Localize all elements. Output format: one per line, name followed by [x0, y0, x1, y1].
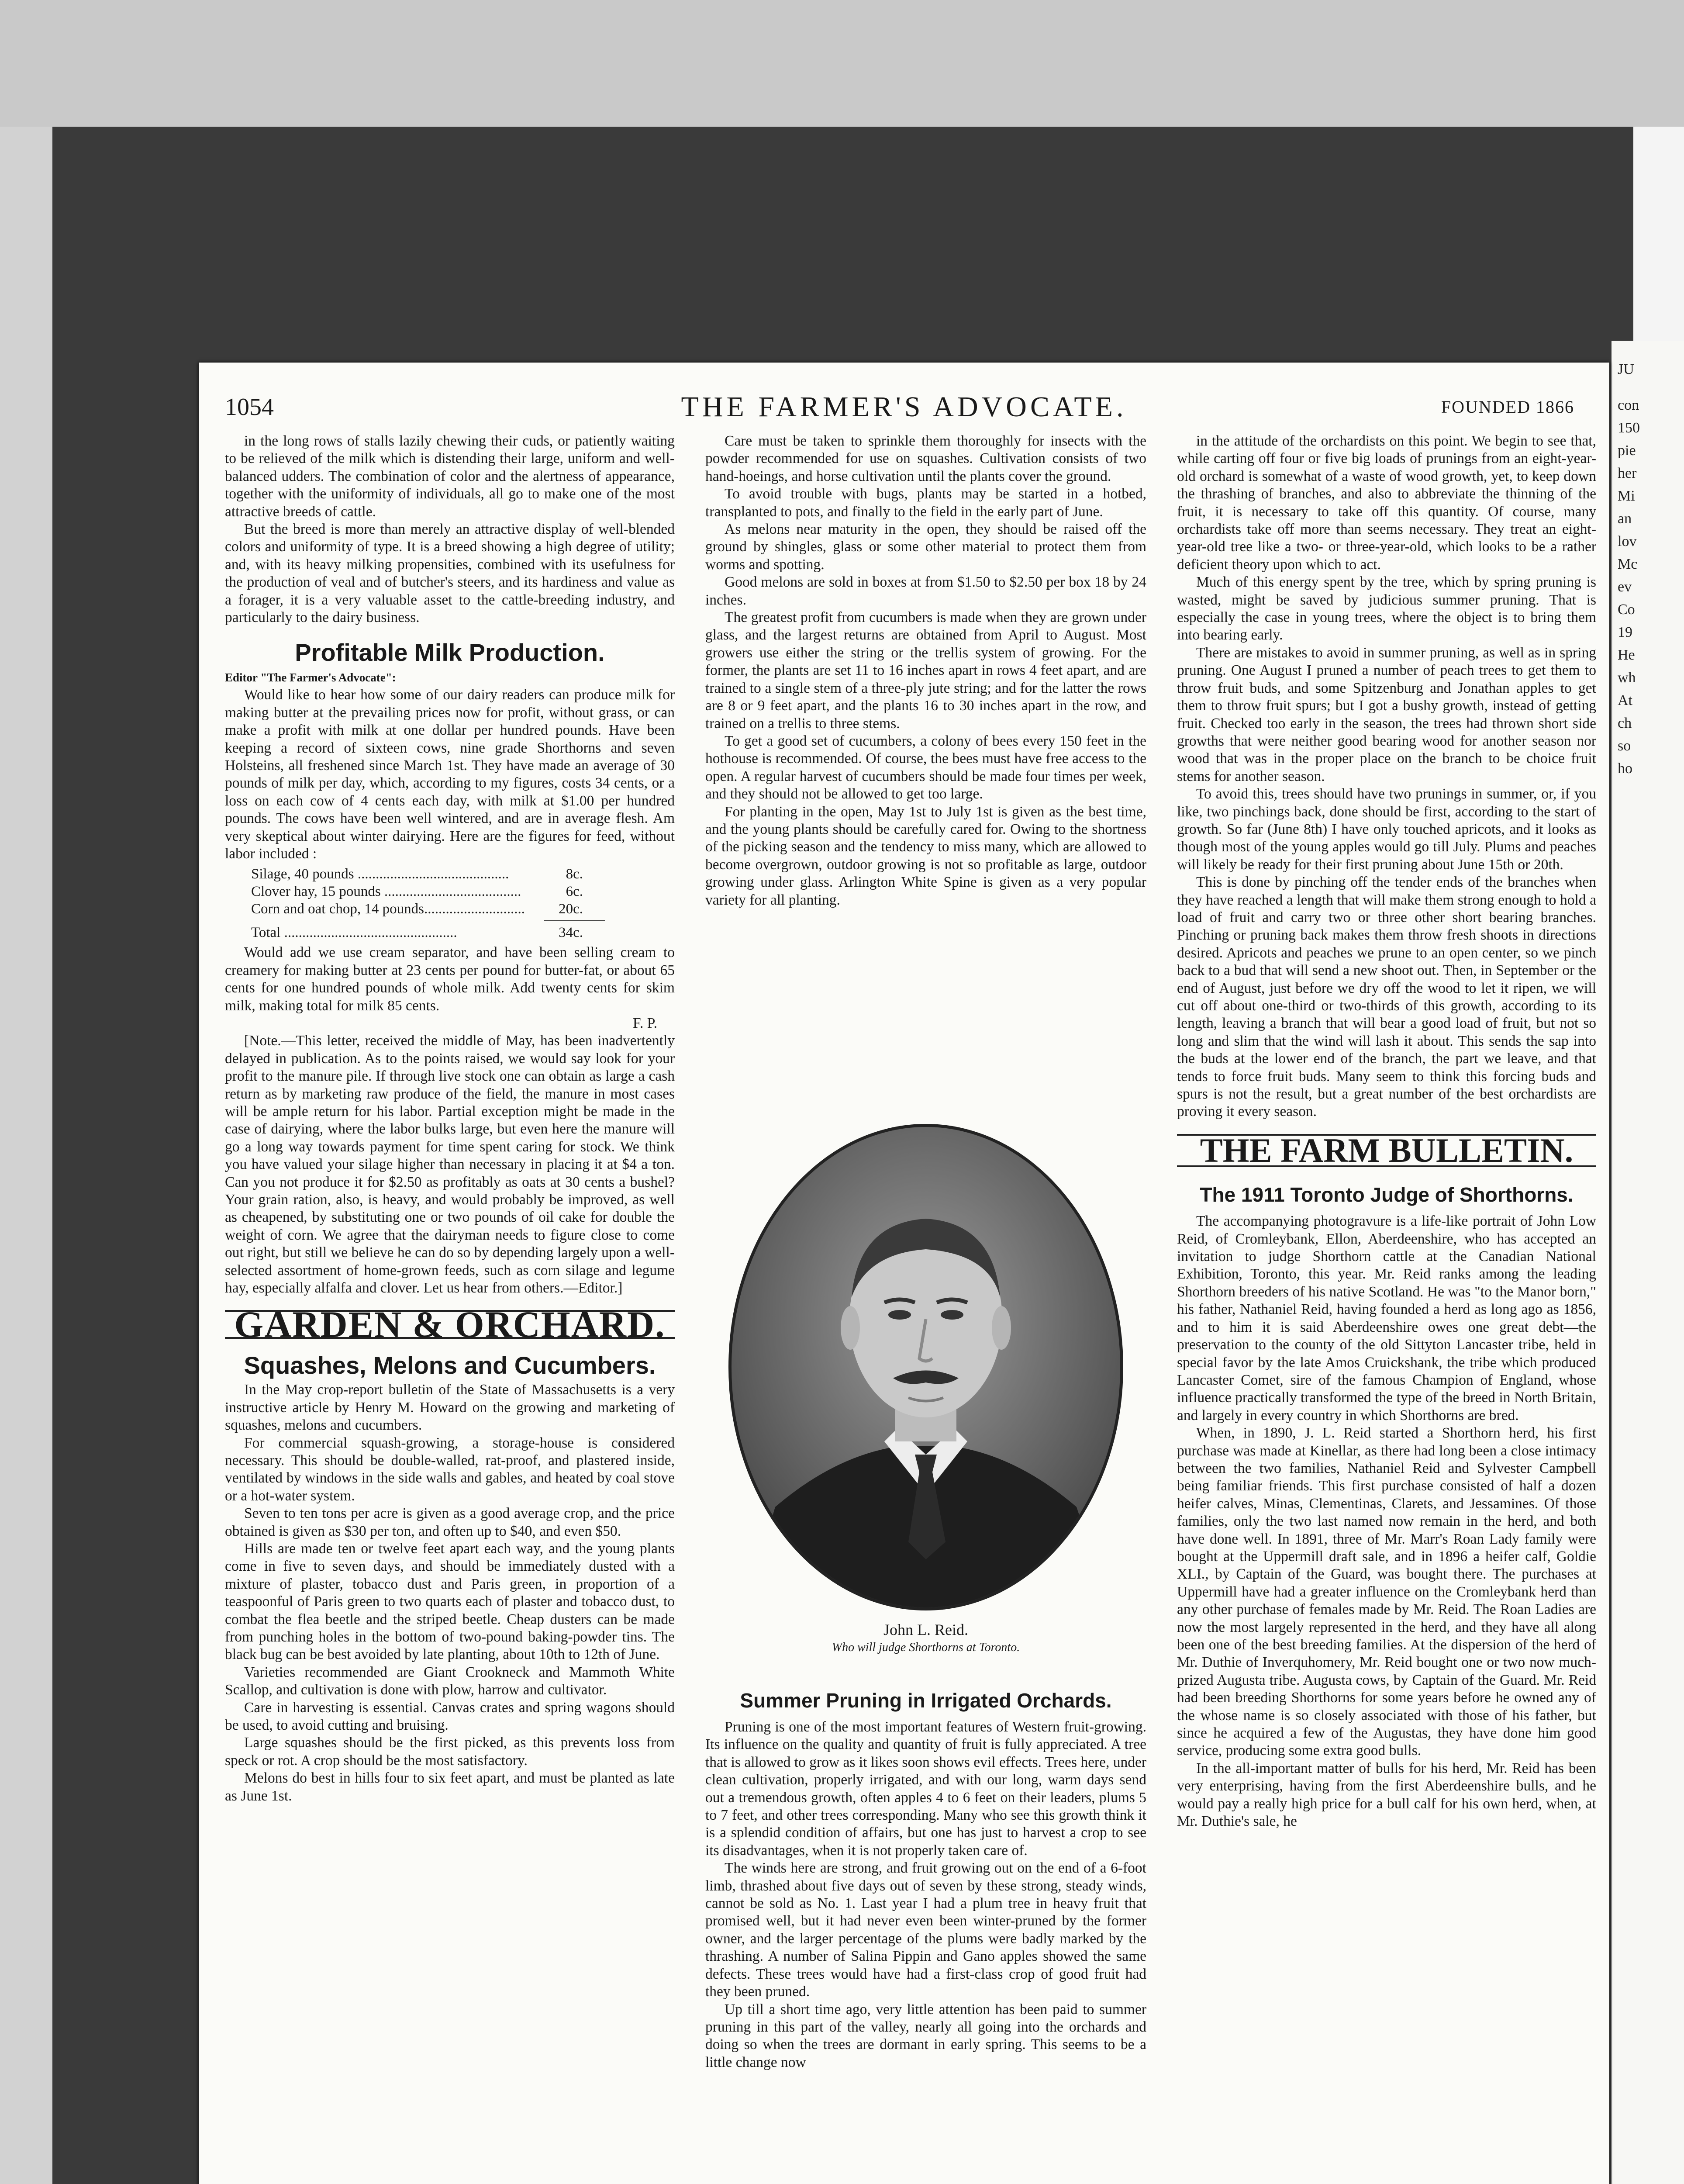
feed-row	[251, 865, 583, 883]
feed-row	[251, 883, 583, 900]
article-paragraph: in the attitude of the orchardists on this point. We begin to see that, while carting off four or five big loads of prunings from an eight-year-old orchard is somewhat of a waste of wood growth, yet, to keep down the thrashing of branches, and also to abbreviate the thinning of the fruit, it is necessary to take off this quantity. Of course, many orchardists take off more than seems necessary. They treat an eight-year-old tree like a two- or three-year-old, which looks to be a rather deficient theory upon which to act.	[1177, 433, 1596, 573]
article-paragraph: This is done by pinching off the tender ends of the branches when they have reached a length that will make them strong enough to hold a load of fruit and carry two or three other short bearing branches. Pinching or pruning back makes them throw fresh shoots in directions desired. Apricots and peaches we prune to an open center, so we pinch back to a bud that will send a new shoot out. Then, in September or the end of August, just before we dry off the wood to let it ripen, we will cut off about one-third or two-thirds of this growth, according to its length, leaving a branch that will bear a good load of fruit, but not so long and slim that the wind will lash it about. This sends the sap into the buds at the lower end of the branch, the part we leave, and that tends to force fruit buds. Many seem to think this forcing buds and spurs is not the result, but a great number of the best orchardists are proving it every season.	[1177, 874, 1596, 1120]
article-paragraph: Varieties recommended are Giant Crookneck and Mammoth White Scallop, and cultivation is done with plow, harrow and cultivator.	[225, 1664, 675, 1698]
feed-total-row	[251, 924, 583, 941]
portrait-figure	[705, 1123, 1146, 1664]
portrait-caption: Who will judge Shorthorns at Toronto.	[832, 1641, 1020, 1654]
column-2	[705, 432, 1146, 909]
adjacent-page-fragment: JU	[1618, 361, 1634, 377]
column-1	[225, 432, 675, 1805]
section-heading: Profitable Milk Production.	[295, 639, 605, 667]
founded-label: FOUNDED 1866	[1441, 397, 1574, 417]
running-head	[225, 393, 1583, 424]
pruning-article	[705, 1718, 1146, 2071]
adjacent-page-fragment: wh	[1618, 670, 1636, 686]
feed-cost-table	[251, 865, 583, 918]
article-paragraph: The accompanying photogravure is a life-like portrait of John Low Reid, of Cromleybank, Ellon, Aberdeenshire, who has accepted an invitation to judge Shorthorn cattle at the Canadian National Exhibition, Toronto, this year. Mr. Reid ranks among the leading Shorthorn breeders of his native Scotland. He was "to the Manor born," his father, Nathaniel Reid, having founded a herd as long ago as 1856, and to him it is said Aberdeenshire owes one great debt—the preservation to the county of the old Sittyton Lancaster tribe, held in special favor by the late Amos Cruickshank, the tribe which produced Lancaster Comet, sire of the famous Champion of England, whose influence practically transformed the type of the breed in North Britain, and largely in every country in which Shorthorns are bred.	[1177, 1213, 1596, 1424]
feed-row	[251, 900, 583, 918]
adjacent-page-fragment: 19	[1618, 624, 1632, 640]
feed-item: Corn and oat chop, 14 pounds............................	[251, 901, 525, 917]
article-paragraph: Hills are made ten or twelve feet apart each way, and the young plants come in five to seven days, and should be immediately dusted with a mixture of plaster, tobacco dust and Paris green, in proportion of a teaspoonful of Paris green to two quarts each of plaster and tobacco dust, to combat the flea beetle and the striped beetle. Cheap dusters can be made from punching holes in the bottom of two-pound baking-powder tins. The black bug can be best avoided by late planting, about 10th to 12th of June.	[225, 1540, 675, 1663]
article-paragraph: There are mistakes to avoid in summer pruning, as well as in spring pruning. One August I pruned a number of peach trees to get them to throw fruit buds, and some Spitzenburg and Jonathan apples to get them to throw fruit spurs; but I got a bushy growth, instead of getting fruit. Checked too early in the season, the trees had thrown short side growths that were neither good bearing wood for another season nor wood that was in the proper place on the branch to be choice fruit stems for another season.	[1177, 644, 1596, 784]
article-paragraph: Up till a short time ago, very little attention has been paid to summer pruning in this part of the valley, nearly all going into the orchards and doing so when the trees are dormant in early spring. This seems to be a little change now	[705, 2001, 1146, 2070]
article-paragraph: in the long rows of stalls lazily chewing their cuds, or patiently waiting to be relieved of the milk which is distending their large, uniform and well-balanced udders. The combination of color and the alertness of appearance, together with the uniformity of individuals, all go to make one of the most attractive breeds of cattle.	[225, 433, 675, 520]
article-paragraph: In the all-important matter of bulls for his herd, Mr. Reid has been very enterprising, having from the first Aberdeenshire bulls, and he would pay a really high price for a bull calf for his own herd, when, at Mr. Duthie's sale, he	[1177, 1760, 1596, 1830]
page-number: 1054	[225, 394, 274, 421]
section-heading: Squashes, Melons and Cucumbers.	[244, 1351, 656, 1379]
squash-article	[225, 1381, 675, 1805]
sum-rule	[544, 920, 605, 921]
article-paragraph: When, in 1890, J. L. Reid started a Shorthorn herd, his first purchase was made at Kinellar, as there had long been a close intimacy between the two families, Nathaniel Reid and Sylvester Campbell being familiar friends. This first purchase consisted of half a dozen heifer calves, Minas, Clementinas, Clarets, and Jessamines. Of those families, only the two last named now remain in the herd, and both have done well. In 1891, three of Mr. Marr's Roan Lady family were bought at the Uppermill draft sale, and in 1896 a heifer calf, Goldie XLI., by Captain of the Guard, was bought there. The purchases at Uppermill have had a greater influence on the Cromleybank herd than any other purchase of females made by Mr. Reid. The Roan Ladies are now the most largely represented in the herd, and they have all along been one of the best breeding families. At the dispersion of the herd of Mr. Duthie of Inverquhomery, Mr. Reid bought one or two now much-prized Augusta tribe. Augusta cows, by Captain of the Guard. Mr. Reid had been breeding Shorthorns for some years before he owned any of the whose name is so closely associated with those of his father, but since he acquired a few of the Augustas, they have done him good service, producing some extra good bulls.	[1177, 1425, 1596, 1759]
feed-cost: 8c.	[566, 866, 583, 882]
article-paragraph: But the breed is more than merely an attractive display of well-blended colors and uniformity of type. It is a breed showing a high degree of utility; and, with its heavy milking propensities, combined with its usefulness for the production of veal and of butcher's steers, and its hardiness and value as a forager, it is a very valuable asset to the cattle-breeding industry, and particularly to the dairy business.	[225, 521, 675, 626]
adjacent-page-fragment: her	[1618, 465, 1637, 481]
judge-article	[1177, 1213, 1596, 1830]
article-paragraph: For planting in the open, May 1st to July 1st is given as the best time, and the young plants should be carefully cared for. Owing to the shortness of the picking season and the tendency to miss many, which are allowed to become overgrown, outdoor growing is not so profitable as large, outdoor growing under glass. Arlington White Spine is given as a very popular variety for all planting.	[705, 803, 1146, 908]
adjacent-page-fragment: Mc	[1618, 556, 1638, 572]
article-paragraph: Care must be taken to sprinkle them thoroughly for insects with the powder recommended for use on squashes. Cultivation consists of two hand-hoeings, and horse cultivation until the plants cover the ground.	[705, 433, 1146, 484]
article-paragraph: Would like to hear how some of our dairy readers can produce milk for making butter at the prevailing prices now for profit, without grass, or can make a profit with milk at one dollar per hundred pounds. Have been keeping a record of sixteen cows, nine grade Shorthorns and seven Holsteins, all freshened since March 1st. They have made an average of 30 pounds of milk per day, which, according to my figures, costs 34 cents, or a loss on each cow of 4 cents each day, with milk at $1.00 per hundred pounds. The cows have been well wintered, and are in average flesh. Am very skeptical about winter dairying. Here are the figures for feed, without labor included :	[225, 687, 675, 862]
signature: F. P.	[633, 1015, 657, 1031]
article-paragraph: Care in harvesting is essential. Canvas crates and spring wagons should be used, to avoid cutting and bruising.	[225, 1699, 675, 1733]
total-value: 34c.	[559, 925, 583, 941]
adjacent-page-fragment: an	[1618, 511, 1632, 527]
portrait-name: John L. Reid.	[883, 1621, 968, 1638]
scan-border	[0, 127, 52, 2184]
adjacent-page-fragment: con	[1618, 397, 1639, 413]
section-heading: The 1911 Toronto Judge of Shorthorns.	[1200, 1183, 1574, 1206]
article-paragraph: The winds here are strong, and fruit growing out on the end of a 6-foot limb, thrashed about five days out of seven by these strong, steady winds, cannot be sold as No. 1. Last year I had a plum tree in heavy fruit that promised well, but it had never even been winter-pruned by the former owner, and the larger percentage of the plums were badly marked by the thrashing. A number of Salina Pippin and Gano apples showed the same defects. These trees would have had a first-class crop of good fruit had they been pruned.	[705, 1860, 1146, 2000]
article-paragraph: Large squashes should be the first picked, as this prevents loss from speck or rot. A crop should be the most satisfactory.	[225, 1735, 675, 1769]
article-paragraph: Seven to ten tons per acre is given as a good average crop, and the price obtained is given as $30 per ton, and often up to $40, and even $50.	[225, 1505, 675, 1539]
section-banner: THE FARM BULLETIN.	[1177, 1134, 1596, 1167]
article-paragraph: In the May crop-report bulletin of the State of Massachusetts is a very instructive article by Henry M. Howard on the growing and marketing of squashes, melons and cucumbers.	[225, 1382, 675, 1434]
feed-cost: 20c.	[559, 901, 583, 917]
adjacent-page-edge	[1612, 341, 1684, 2184]
adjacent-page-fragment: so	[1618, 738, 1631, 754]
feed-item: Silage, 40 pounds ..........................................	[251, 866, 509, 882]
adjacent-page-fragment: He	[1618, 647, 1635, 663]
article-paragraph: Much of this energy spent by the tree, which by spring pruning is wasted, might be saved by judicious summer pruning. That is especially the case in young trees, where the object is to bring them into bearing early.	[1177, 574, 1596, 643]
article-paragraph: Pruning is one of the most important features of Western fruit-growing. Its influence on the quality and quantity of fruit is fully appreciated. A tree that is allowed to grow as it likes soon shows evil effects. Trees here, under clean cultivation, properly irrigated, and with our long, warm days send out a tremendous growth, often apples 4 to 6 feet on their leaders, plums 5 to 7 feet, and other trees corresponding. Many who see this growth think it is a splendid condition of affairs, but one has just to harvest a crop to see its disadvantages, when it is not properly taken care of.	[705, 1719, 1146, 1859]
portrait-photo	[727, 1123, 1125, 1612]
article-paragraph: Melons do best in hills four to six feet apart, and must be planted as late as June 1st.	[225, 1770, 675, 1804]
adjacent-page-fragment: ho	[1618, 760, 1632, 777]
article-paragraph: To avoid this, trees should have two prunings in summer, or, if you like, two pinchings back, done should be first, according to the start of growth. So far (June 8th) I have only touched apricots, and it looks as though most of the young apples would go till July. Plums and peaches will likely be ready for their first pruning about June 15th or 20th.	[1177, 786, 1596, 873]
article-paragraph: To get a good set of cucumbers, a colony of bees every 150 feet in the hothouse is recommended. Of course, the bees must have free access to the open. A regular harvest of cucumbers should be made four times per week, and they should not be allowed to get too large.	[705, 733, 1146, 802]
adjacent-page-fragment: ch	[1618, 715, 1632, 731]
feed-item: Clover hay, 15 pounds ......................................	[251, 884, 521, 900]
adjacent-page-fragment: 150	[1618, 420, 1640, 436]
adjacent-page-fragment: ev	[1618, 579, 1632, 595]
section-heading: Summer Pruning in Irrigated Orchards.	[740, 1689, 1112, 1712]
section-banner: GARDEN & ORCHARD.	[225, 1310, 675, 1339]
newspaper-page	[199, 363, 1609, 2184]
adjacent-page-fragment: Mi	[1618, 488, 1635, 504]
total-label: Total ................................................	[251, 925, 457, 941]
article-paragraph: For commercial squash-growing, a storage-house is considered necessary. This should be double-walled, rat-proof, and plastered inside, ventilated by windows in the side walls and gables, and heated by coal stove or a hot-water system.	[225, 1434, 675, 1504]
adjacent-page-fragment: Co	[1618, 601, 1635, 618]
masthead: THE FARMER'S ADVOCATE.	[681, 391, 1127, 423]
intro-text	[225, 432, 675, 626]
editor-line: Editor "The Farmer's Advocate":	[225, 670, 396, 684]
adjacent-page-fragment: lov	[1618, 533, 1637, 549]
feed-cost: 6c.	[566, 884, 583, 900]
column-3	[1177, 432, 1596, 1830]
scan-border	[0, 0, 1684, 127]
column-2-lower	[705, 1673, 1146, 2071]
article-paragraph: The greatest profit from cucumbers is made when they are grown under glass, and the largest returns are obtained from April to August. Most growers use either the string or the trellis system of growing. For the former, the plants are set 11 to 16 inches apart in rows 4 feet apart, and are trained to a single stem of a three-ply jute string; and for the latter the rows are 8 or 9 feet apart, and the plants 16 to 30 inches apart in the row, and trained on a trellis to three stems.	[705, 609, 1146, 732]
pruning-continued	[1177, 432, 1596, 1121]
article-paragraph: To avoid trouble with bugs, plants may be started in a hotbed, transplanted to pots, and finally to the field in the early part of June.	[705, 486, 1146, 520]
article-paragraph: Would add we use cream separator, and have been selling cream to creamery for making butter at 23 cents per pound for butter-fat, or about 65 cents for one hundred pounds of whole milk. Add twenty cents for skim milk, making total for milk 85 cents.	[225, 944, 675, 1014]
adjacent-page-fragment: pie	[1618, 442, 1636, 459]
article-paragraph: Good melons are sold in boxes at from $1.50 to $2.50 per box 18 by 24 inches.	[705, 574, 1146, 608]
editor-note: [Note.—This letter, received the middle of May, has been inadvertently delayed in publication. As to the points raised, we would say look for your profit to the manure pile. If through live stock one can obtain as large a cash return as by marketing raw produce of the field, the manure in most cases will be ample return for his labor. Partial exception might be made in the case of dairying, where the labor bulks large, but even here the manure will go a long way towards payment for time spent caring for stock. We think you have valued your silage higher than necessary in placing it at $4 a ton. Can you not produce it for $2.50 as profitably as oats at 30 cents a bushel? Your grain ration, also, is heavy, and would probably be improved, as well as cheapened, by substituting one or two pounds of oil cake for double the weight of corn. We agree that the dairyman needs to figure close to come out right, but still we believe he can do so by depending largely upon a well-selected assortment of home-grown feeds, such as corn silage and legume hay, especially alfalfa and clover. Let us hear from others.—Editor.]	[225, 1033, 675, 1296]
article-paragraph: As melons near maturity in the open, they should be raised off the ground by shingles, glass or some other material to protect them from worms and spotting.	[705, 521, 1146, 573]
adjacent-page-fragment: At	[1618, 692, 1632, 708]
melon-text	[705, 432, 1146, 909]
